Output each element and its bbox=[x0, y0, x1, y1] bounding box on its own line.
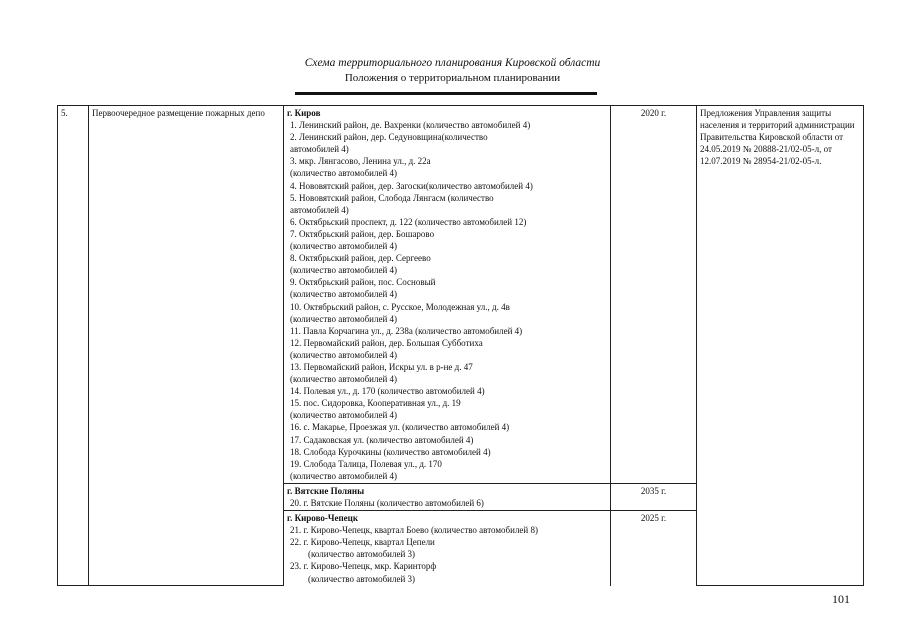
page-number: 101 bbox=[832, 592, 850, 606]
document-subtitle: Положения о территориальном планировании bbox=[344, 72, 561, 84]
year: 2035 г. bbox=[611, 483, 697, 510]
year: 2020 г. bbox=[611, 106, 697, 484]
list-item: 9. Октябрьский район, пос. Сосновый bbox=[290, 277, 436, 288]
document-header bbox=[0, 56, 905, 85]
item-list bbox=[287, 119, 607, 482]
group-kirov bbox=[284, 106, 611, 484]
row-number: 5. bbox=[58, 106, 89, 586]
list-item: (количество автомобилей 4) bbox=[290, 241, 398, 252]
list-item: (количество автомобилей 4) bbox=[290, 470, 398, 481]
list-item: 10. Октябрьский район, с. Русское, Молодежная ул., д. 4в bbox=[290, 301, 510, 312]
list-item: 11. Павла Корчагина ул., д. 238а (количество автомобилей 4) bbox=[290, 325, 523, 336]
list-item: (количество автомобилей 4) bbox=[290, 289, 398, 300]
list-item: автомобилей 4) bbox=[290, 204, 349, 215]
list-item: (количество автомобилей 3) bbox=[308, 573, 416, 584]
list-item: (количество автомобилей 4) bbox=[290, 313, 398, 324]
list-item: 13. Первомайский район, Искры ул. в р-не д. 47 bbox=[290, 361, 473, 372]
list-item: 19. Слобода Талица, Полевая ул., д. 170 bbox=[290, 458, 442, 469]
city-name: г. Кирово-Чепецк bbox=[287, 513, 359, 524]
list-item: 16. с. Макарье, Проезжая ул. (количество автомобилей 4) bbox=[290, 422, 510, 433]
item-list bbox=[287, 497, 607, 509]
list-item: 20. г. Вятские Поляны (количество автомобилей 6) bbox=[290, 498, 484, 508]
list-item: 2. Ленинский район, дер. Седуновщина(количество bbox=[290, 132, 488, 143]
list-item: 14. Полевая ул., д. 170 (количество автомобилей 4) bbox=[290, 386, 485, 397]
list-item: 12. Первомайский район, дер. Большая Субботиха bbox=[290, 337, 483, 348]
list-item: 8. Октябрьский район, дер. Сергеево bbox=[290, 253, 431, 264]
list-item: (количество автомобилей 4) bbox=[290, 374, 398, 385]
list-item: автомобилей 4) bbox=[290, 144, 349, 155]
list-item: (количество автомобилей 4) bbox=[290, 265, 398, 276]
table-row bbox=[58, 106, 864, 484]
list-item: (количество автомобилей 4) bbox=[290, 349, 398, 360]
group-kirovo-chepetsk bbox=[284, 511, 611, 586]
group-vyatskie-polyany bbox=[284, 483, 611, 510]
fire-depot-table bbox=[57, 105, 864, 586]
item-list bbox=[287, 524, 607, 584]
list-item: (количество автомобилей 4) bbox=[290, 410, 398, 421]
city-name: г. Вятские Поляны bbox=[287, 485, 365, 496]
list-item: 17. Садаковская ул. (количество автомобилей 4) bbox=[290, 434, 474, 445]
list-item: 7. Октябрьский район, дер. Бошарово bbox=[290, 228, 435, 239]
list-item: 3. мкр. Лянгасово, Ленина ул., д. 22а bbox=[290, 156, 431, 167]
list-item: 18. Слобода Курочкины (количество автомобилей 4) bbox=[290, 446, 491, 457]
list-item: 23. г. Кирово-Чепецк, мкр. Каринторф bbox=[290, 561, 437, 572]
list-item: 5. Нововятский район, Слобода Лянгасм (количество bbox=[290, 192, 494, 203]
list-item: 21. г. Кирово-Чепецк, квартал Боево (количество автомобилей 8) bbox=[290, 525, 538, 536]
list-item: 4. Нововятский район, дер. Загоски(количество автомобилей 4) bbox=[290, 180, 533, 191]
list-item: 15. пос. Сидоровка, Кооперативная ул., д. 19 bbox=[290, 398, 461, 409]
list-item: (количество автомобилей 4) bbox=[290, 168, 398, 179]
header-rule bbox=[295, 92, 597, 95]
row-note: Предложения Управления защиты населения и территорий администрации Правительства Кировской области от 24.05.2019 № 20888-21/02-05-л, от 12.07.2019 № 28954-21/02-05-л. bbox=[697, 106, 864, 586]
year: 2025 г. bbox=[611, 511, 697, 586]
list-item: 22. г. Кирово-Чепецк, квартал Цепели bbox=[290, 537, 435, 548]
row-name: Первоочередное размещение пожарных депо bbox=[89, 106, 284, 586]
list-item: 1. Ленинский район, де. Вахренки (количество автомобилей 4) bbox=[290, 120, 531, 131]
city-name: г. Киров bbox=[287, 108, 321, 118]
list-item: (количество автомобилей 3) bbox=[308, 549, 416, 560]
list-item: 6. Октябрьский проспект, д. 122 (количество автомобилей 12) bbox=[290, 216, 527, 227]
document-title: Схема территориального планирования Кировской области bbox=[304, 57, 601, 69]
